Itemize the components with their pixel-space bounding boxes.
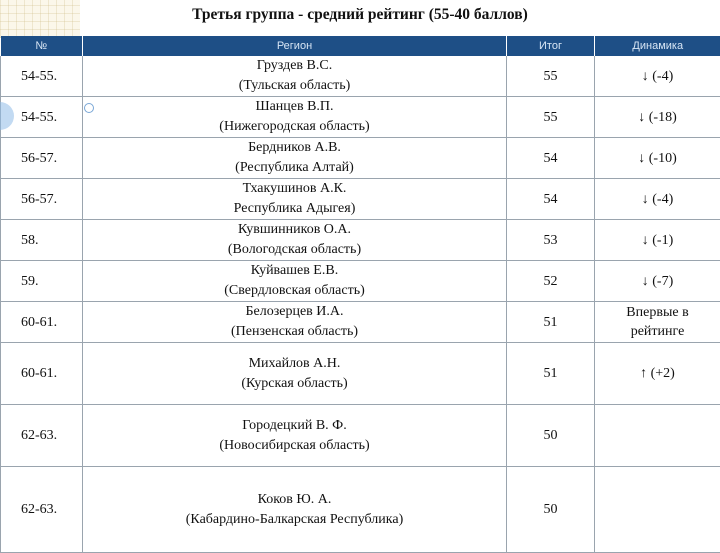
table-row: [1, 220, 720, 261]
dynamics-value: ↓ (-4): [595, 67, 720, 86]
table-row: [1, 302, 720, 343]
dynamics-value: ↓ (-18): [595, 108, 720, 127]
governor-cell: [83, 220, 507, 261]
governor-name: Михайлов А.Н.: [83, 354, 506, 374]
rank-cell: [1, 405, 83, 467]
region-name: (Новосибирская область): [83, 436, 506, 456]
dynamics-cell: [595, 220, 720, 261]
rank-value: 54-55.: [21, 108, 82, 127]
governor-cell: [83, 302, 507, 343]
rank-value: 62-63.: [21, 500, 82, 519]
governor-cell: [83, 56, 507, 97]
governor-name: Шанцев В.П.: [83, 97, 506, 117]
region-name: (Тульская область): [83, 76, 506, 96]
dynamics-cell: [595, 343, 720, 405]
rank-value: 56-57.: [21, 190, 82, 209]
governor-name: Кувшинников О.А.: [83, 220, 506, 240]
rank-value: 58.: [21, 231, 82, 250]
rank-value: 60-61.: [21, 313, 82, 332]
governor-name: Тхакушинов А.К.: [83, 179, 506, 199]
column-header-dynamics: Динамика: [595, 36, 720, 56]
dynamics-cell: [595, 405, 720, 467]
score-cell: [507, 97, 595, 138]
rank-cell: [1, 343, 83, 405]
table-row: [1, 138, 720, 179]
governor-cell: [83, 261, 507, 302]
column-header-region: Регион: [83, 36, 507, 56]
rank-value: 62-63.: [21, 426, 82, 445]
dynamics-value: ↓ (-4): [595, 190, 720, 209]
score-cell: [507, 220, 595, 261]
dynamics-cell: [595, 261, 720, 302]
region-name: (Свердловская область): [83, 281, 506, 301]
governor-name: Городецкий В. Ф.: [83, 416, 506, 436]
table-header-row: [1, 36, 720, 56]
region-name: (Курская область): [83, 374, 506, 394]
governor-name: Куйвашев Е.В.: [83, 261, 506, 281]
region-name: (Пензенская область): [83, 322, 506, 342]
score-cell: [507, 302, 595, 343]
score-value: 50: [507, 426, 594, 445]
score-cell: [507, 261, 595, 302]
score-cell: [507, 343, 595, 405]
score-cell: [507, 405, 595, 467]
rank-cell: [1, 138, 83, 179]
page-title: Третья группа - средний рейтинг (55-40 баллов): [0, 6, 720, 24]
column-header-total: Итог: [507, 36, 595, 56]
table-row: [1, 179, 720, 220]
region-name: (Вологодская область): [83, 240, 506, 260]
rank-cell: [1, 56, 83, 97]
score-cell: [507, 138, 595, 179]
column-header-number: №: [1, 36, 83, 56]
dynamics-cell: [595, 302, 720, 343]
rating-table: [0, 36, 720, 553]
score-value: 51: [507, 313, 594, 332]
rank-cell: [1, 261, 83, 302]
rank-value: 60-61.: [21, 364, 82, 383]
score-value: 51: [507, 364, 594, 383]
governor-cell: [83, 343, 507, 405]
governor-name: Коков Ю. А.: [83, 490, 506, 510]
dynamics-value: ↓ (-7): [595, 272, 720, 291]
score-value: 54: [507, 149, 594, 168]
score-value: 50: [507, 500, 594, 519]
rank-value: 54-55.: [21, 67, 82, 86]
dynamics-value: ↓ (-10): [595, 149, 720, 168]
governor-cell: [83, 138, 507, 179]
rank-cell: [1, 302, 83, 343]
region-name: (Нижегородская область): [83, 117, 506, 137]
dynamics-value: ↑ (+2): [595, 364, 720, 383]
rank-value: 59.: [21, 272, 82, 291]
governor-name: Бердников А.В.: [83, 138, 506, 158]
governor-cell: [83, 97, 507, 138]
region-name: Республика Адыгея): [83, 199, 506, 219]
governor-name: Груздев В.С.: [83, 56, 506, 76]
score-value: 52: [507, 272, 594, 291]
table-row: [1, 261, 720, 302]
region-name: (Республика Алтай): [83, 158, 506, 178]
governor-cell: [83, 179, 507, 220]
dynamics-value: Впервые в рейтинге: [595, 303, 720, 341]
decorative-dot: [84, 103, 94, 113]
score-value: 53: [507, 231, 594, 250]
region-name: (Кабардино-Балкарская Республика): [83, 510, 506, 530]
score-cell: [507, 56, 595, 97]
table-row: [1, 97, 720, 138]
score-value: 54: [507, 190, 594, 209]
governor-cell: [83, 405, 507, 467]
score-cell: [507, 179, 595, 220]
dynamics-cell: [595, 179, 720, 220]
score-value: 55: [507, 67, 594, 86]
table-row: [1, 56, 720, 97]
governor-name: Белозерцев И.А.: [83, 302, 506, 322]
rank-cell: [1, 220, 83, 261]
dynamics-cell: [595, 56, 720, 97]
score-value: 55: [507, 108, 594, 127]
dynamics-value: ↓ (-1): [595, 231, 720, 250]
rank-cell: [1, 179, 83, 220]
dynamics-cell: [595, 138, 720, 179]
rank-value: 56-57.: [21, 149, 82, 168]
table-row: [1, 343, 720, 405]
dynamics-cell: [595, 97, 720, 138]
table-row: [1, 405, 720, 467]
